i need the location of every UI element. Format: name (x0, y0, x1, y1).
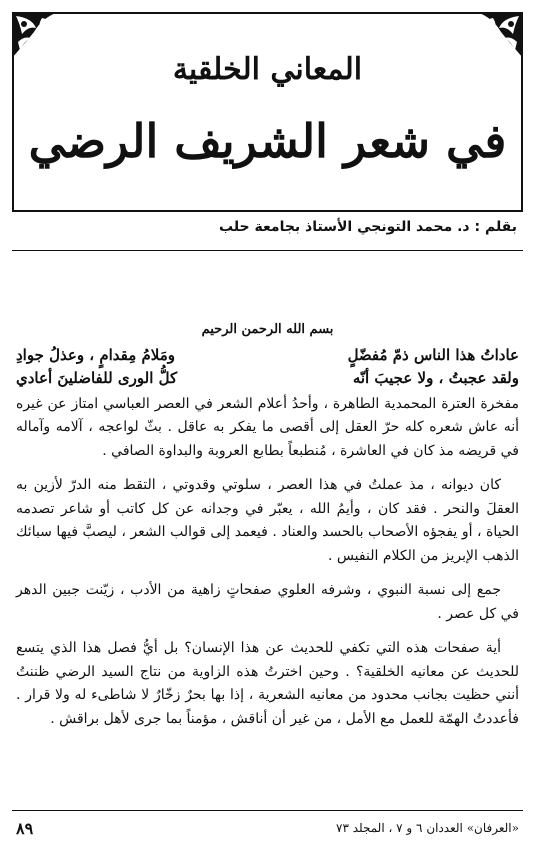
page-number: ٨٩ (16, 818, 34, 838)
basmala: بسم الله الرحمن الرحيم (201, 322, 334, 337)
verse-hemistich-left: ومَلامُ مِقدامٍ ، وعذلُ جوادِ (16, 345, 176, 364)
article-body (16, 318, 519, 742)
paragraph: مفخرة العترة المحمدية الطاهرة ، وأحدُ أعلام الشعر في العصر العباسي امتاز عن غيره أنه عاش شعره كله حرّ العقل إلى أقصى ما يفكر به عاقل . بثّ لواعجه ، آلامه وآماله في قريضه مذ كان في العاشرة ، مُنطبعاً بطابع العروبة والبداوة الصافي . (16, 395, 519, 459)
author-byline: بقلم : د. محمد التونجي الأستاذ بجامعة حلب (219, 219, 517, 235)
paragraph: أية صفحات هذه التي تكفي للحديث عن هذا الإنسان؟ بل أيُّ فصل هذا الذي يتسع للحديث عن معانيه الخلقية؟ . وحين اخترتُ هذه الزاوية من نتاج السيد الرضي ظننتُ أنني حظيت بجانب محدود من معانيه الشعرية ، إذا بها بحرٌ زخّارٌ لا شاطىء له ولا قرار . فأعددتُ الهمّة للعمل مع الأمل ، من غير أن أناقش ، مؤمناً بما جرى لأهل براقش . (16, 640, 519, 727)
verse-line (16, 367, 519, 391)
paragraph: كان ديوانه ، مذ عملتُ في هذا العصر ، سلوتي وقدوتي ، التقط منه الدرّ لأزين به العقلَ والنحر . فقد كان ، وأيمُ الله ، يعبّر في وجدانه عن كل كاتب أو شاعر تصدمه الحياة ، أو يفجؤه الأصحاب بالحسد والعناد . فيعمد إلى قوالب الشعر ، ليصبَّ فيها سبائك الذهب الإبريز من الكلام النفيس . (16, 477, 519, 564)
paragraph: جمع إلى نسبة النبوي ، وشرفه العلوي صفحاتٍ زاهية من الأدب ، زيّنت جبين الدهر في كل عصر . (16, 582, 519, 622)
footer-divider (12, 810, 523, 811)
title-frame (12, 12, 523, 212)
article-title-line-2: في شعر الشريف الرضي (28, 114, 507, 168)
verse-hemistich-right: ولقد عجبتُ ، ولا عجيبَ أنّه (352, 369, 519, 387)
verse-hemistich-right: عاداتُ هذا الناس ذمّ مُفضّلٍ (347, 345, 519, 364)
verse-line (16, 344, 519, 368)
verse-hemistich-left: كلُّ الورى للفاضلينَ أعادي (16, 369, 178, 387)
header-divider (12, 250, 523, 251)
page-footer (16, 816, 519, 840)
article-title-line-1: المعاني الخلقية (172, 52, 363, 87)
journal-citation: «العرفان» العددان ٦ و ٧ ، المجلد ٧٣ (336, 821, 519, 835)
